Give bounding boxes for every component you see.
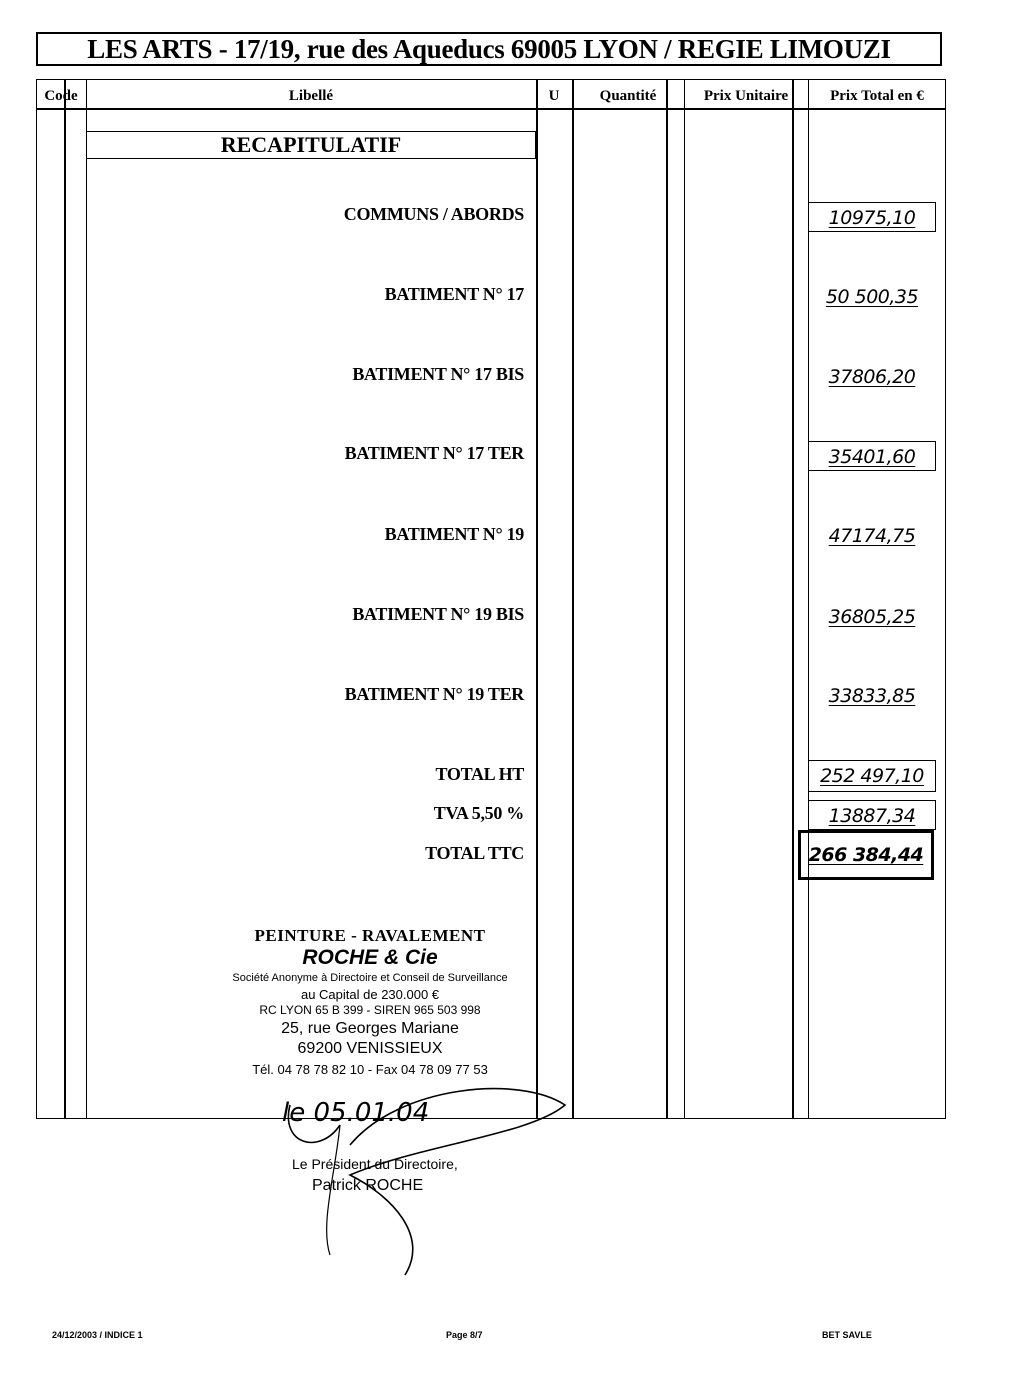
header-code: Code [44, 88, 78, 104]
amount-box-bat19bis [808, 602, 936, 632]
header-prix-total: Prix Total en € [830, 88, 924, 104]
amount-bat19ter: 33833,85 [828, 685, 916, 707]
tva-box [808, 800, 936, 830]
stamp-address-street: 25, rue Georges Mariane [281, 1020, 459, 1037]
stamp-line-activity: PEINTURE - RAVALEMENT [254, 926, 486, 945]
amount-box-bat17 [808, 282, 936, 312]
col-divider-prix-unitaire [684, 79, 685, 1119]
amount-box-bat19 [808, 521, 936, 551]
header-divider [36, 108, 946, 110]
footer-date-index: 24/12/2003 / INDICE 1 [52, 1330, 143, 1340]
col-divider-prix-total [792, 79, 794, 1119]
header-quantite: Quantité [599, 88, 657, 104]
amount-box-communs [808, 202, 936, 232]
amount-communs: 10975,10 [828, 207, 916, 229]
total-ht-amount: 252 497,10 [820, 765, 924, 787]
stamp-rc-siren: RC LYON 65 B 399 - SIREN 965 503 998 [259, 1003, 481, 1017]
stamp-address-city: 69200 VENISSIEUX [297, 1040, 443, 1057]
col-divider-code [64, 79, 66, 1119]
amount-box-bat17bis [808, 362, 936, 392]
header-prix-unitaire: Prix Unitaire [703, 88, 789, 104]
stamp-legal-form: Société Anonyme à Directoire et Conseil de Surveillance [232, 972, 508, 984]
col-divider-u [572, 79, 574, 1119]
page-title: LES ARTS - 17/19, rue des Aqueducs 69005 LYON / REGIE LIMOUZI [36, 32, 942, 66]
header-libelle: Libellé [288, 88, 334, 104]
amount-bat17: 50 500,35 [825, 286, 919, 308]
footer-page-number: Page 8/7 [446, 1330, 483, 1340]
stamp-company-name: ROCHE & Cie [302, 946, 438, 969]
signature-date: le 05.01.04 [282, 1098, 430, 1128]
amount-bat17ter: 35401,60 [828, 446, 916, 468]
col-divider-prix-total-inner [808, 79, 809, 1119]
tva-label: TVA 5,50 % [433, 803, 524, 823]
header-u: U [548, 88, 560, 104]
signature-name: Patrick ROCHE [312, 1177, 424, 1194]
tva-amount: 13887,34 [828, 805, 916, 827]
total-ttc-amount: 266 384,44 [808, 844, 924, 866]
amount-bat19bis: 36805,25 [828, 606, 916, 628]
amount-box-bat19ter [808, 681, 936, 711]
section-title: RECAPITULATIF [86, 131, 536, 159]
row-label-bat19bis: BATIMENT N° 19 BIS [352, 604, 524, 624]
amount-bat17bis: 37806,20 [828, 366, 916, 388]
amount-box-bat17ter [808, 441, 936, 471]
footer-author: BET SAVLE [822, 1330, 872, 1340]
stamp-capital: au Capital de 230.000 € [300, 987, 440, 1002]
signature-role: Le Président du Directoire, [292, 1156, 458, 1172]
row-label-bat17ter: BATIMENT N° 17 TER [344, 443, 524, 463]
amount-bat19: 47174,75 [828, 525, 916, 547]
col-divider-quantite [666, 79, 668, 1119]
row-label-bat17: BATIMENT N° 17 [384, 284, 524, 304]
total-ht-label: TOTAL HT [435, 764, 524, 784]
row-label-bat19: BATIMENT N° 19 [384, 524, 524, 544]
row-label-bat19ter: BATIMENT N° 19 TER [344, 684, 524, 704]
col-divider-libelle [536, 79, 538, 1119]
row-label-communs: COMMUNS / ABORDS [343, 204, 524, 224]
total-ttc-box [798, 830, 934, 880]
col-divider-code-inner [86, 79, 87, 1119]
total-ht-box [808, 760, 936, 792]
total-ttc-label: TOTAL TTC [425, 843, 524, 863]
row-label-bat17bis: BATIMENT N° 17 BIS [352, 364, 524, 384]
stamp-phone-fax: Tél. 04 78 78 82 10 - Fax 04 78 09 77 53 [252, 1062, 488, 1077]
